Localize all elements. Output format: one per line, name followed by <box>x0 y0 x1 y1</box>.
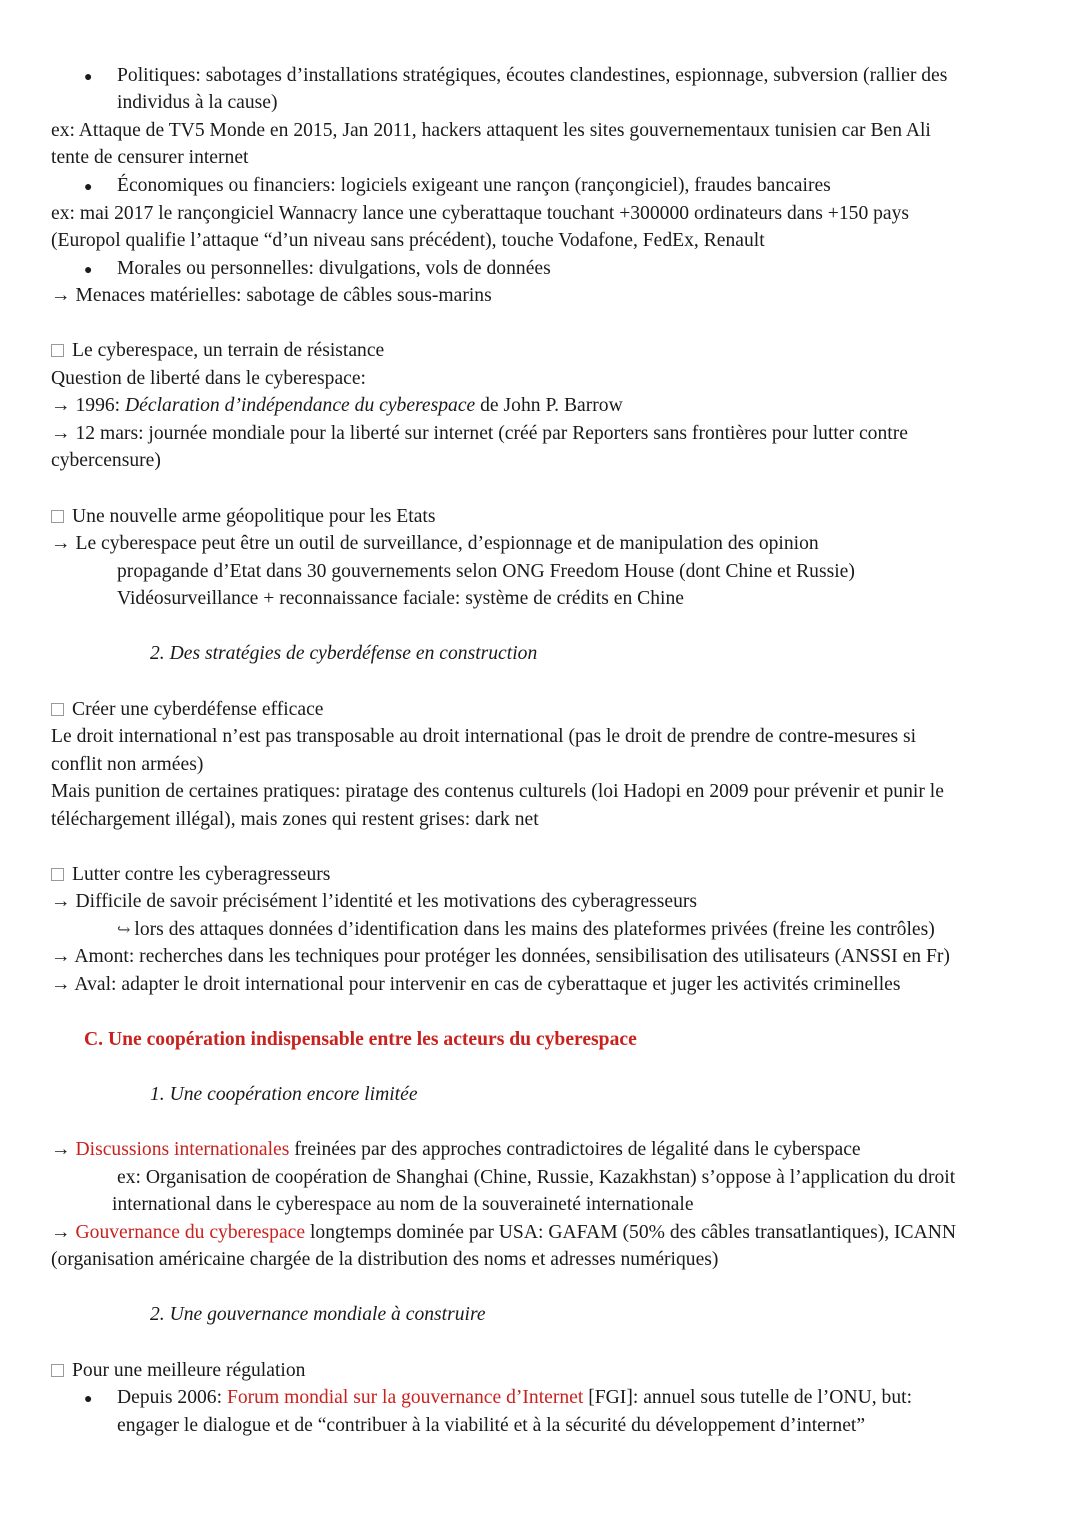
checkbox-icon <box>51 1364 64 1377</box>
text-line: → Amont: recherches dans les techniques pour protéger les données, sensibilisation des utilisateurs (ANSSI en Fr) <box>51 946 950 967</box>
text-line: → 1996: Déclaration d’indépendance du cyberespace de John P. Barrow <box>51 395 623 416</box>
bullet-icon: ● <box>84 70 93 85</box>
bullet-icon: ● <box>84 263 93 278</box>
text-line: Morales ou personnelles: divulgations, vols de données <box>117 258 551 279</box>
text-line: (organisation américaine chargée de la distribution des noms et adresses numériques) <box>51 1249 719 1270</box>
text-line: engager le dialogue et de “contribuer à la viabilité et à la sécurité du développement d’internet” <box>117 1415 866 1436</box>
bullet-icon: ● <box>84 180 93 195</box>
bullet-icon: ● <box>84 1392 93 1407</box>
text-line: (Europol qualifie l’attaque “d’un niveau sans précédent), touche Vodafone, FedEx, Renault <box>51 230 765 251</box>
text-line: ex: Organisation de coopération de Shanghai (Chine, Russie, Kazakhstan) s’oppose à l’application du droit <box>117 1167 956 1188</box>
sub-heading: 2. Des stratégies de cyberdéfense en construction <box>150 643 538 664</box>
section-checkbox-line: Pour une meilleure régulation <box>51 1357 305 1385</box>
text-line: → Le cyberespace peut être un outil de surveillance, d’espionnage et de manipulation des opinion <box>51 533 819 554</box>
section-heading: C. Une coopération indispensable entre les acteurs du cyberespace <box>84 1029 637 1050</box>
curved-arrow-icon: ↪ <box>117 922 131 939</box>
sub-heading: 2. Une gouvernance mondiale à construire <box>150 1304 486 1325</box>
text-line: ↪ lors des attaques données d’identification dans les mains des plateformes privées (freine les contrôles) <box>117 919 935 940</box>
checkbox-icon <box>51 510 64 523</box>
text-line: téléchargement illégal), mais zones qui restent grises: dark net <box>51 809 539 830</box>
checkbox-icon <box>51 703 64 716</box>
text-line: Vidéosurveillance + reconnaissance faciale: système de crédits en Chine <box>117 588 684 609</box>
text-line: tente de censurer internet <box>51 147 249 168</box>
text-line: ex: mai 2017 le rançongiciel Wannacry lance une cyberattaque touchant +300000 ordinateurs dans +150 pays <box>51 203 910 224</box>
text-line: international dans le cyberespace au nom de la souveraineté internationale <box>112 1194 694 1215</box>
section-checkbox-line: Lutter contre les cyberagresseurs <box>51 861 330 889</box>
section-checkbox-line: Créer une cyberdéfense efficace <box>51 696 323 724</box>
text-line: Question de liberté dans le cyberespace: <box>51 368 367 389</box>
text-line: Depuis 2006: Forum mondial sur la gouvernance d’Internet [FGI]: annuel sous tutelle de l’ONU, but: <box>117 1387 913 1408</box>
text-line: individus à la cause) <box>117 92 278 113</box>
text-line: Mais punition de certaines pratiques: piratage des contenus culturels (loi Hadopi en 2009 pour prévenir et punir le <box>51 781 944 802</box>
text-line: cybercensure) <box>51 450 161 471</box>
text-line: → Aval: adapter le droit international pour intervenir en cas de cyberattaque et juger les activités criminelles <box>51 974 901 995</box>
text-line: → Difficile de savoir précisément l’identité et les motivations des cyberagresseurs <box>51 891 698 912</box>
text-line: → Menaces matérielles: sabotage de câbles sous-marins <box>51 285 492 306</box>
text-line: ex: Attaque de TV5 Monde en 2015, Jan 2011, hackers attaquent les sites gouvernementaux tunisien car Ben Ali <box>51 120 931 141</box>
text-line: → Gouvernance du cyberespace longtemps dominée par USA: GAFAM (50% des câbles transatlantiques), ICANN <box>51 1222 957 1243</box>
sub-heading: 1. Une coopération encore limitée <box>150 1084 418 1105</box>
checkbox-icon <box>51 344 64 357</box>
text-line: Économiques ou financiers: logiciels exigeant une rançon (rançongiciel), fraudes bancaires <box>117 175 831 196</box>
text-line: → Discussions internationales freinées par des approches contradictoires de légalité dans le cyberspace <box>51 1139 861 1160</box>
section-checkbox-line: Le cyberespace, un terrain de résistance <box>51 337 384 365</box>
text-line: Le droit international n’est pas transposable au droit international (pas le droit de prendre de contre-mesures si <box>51 726 917 747</box>
text-line: → 12 mars: journée mondiale pour la liberté sur internet (créé par Reporters sans frontières pour lutter contre <box>51 423 908 444</box>
checkbox-icon <box>51 868 64 881</box>
text-line: propagande d’Etat dans 30 gouvernements selon ONG Freedom House (dont Chine et Russie) <box>117 561 855 582</box>
text-line: Politiques: sabotages d’installations stratégiques, écoutes clandestines, espionnage, subversion (rallier des <box>117 65 948 86</box>
text-line: conflit non armées) <box>51 754 204 775</box>
section-checkbox-line: Une nouvelle arme géopolitique pour les Etats <box>51 503 435 531</box>
